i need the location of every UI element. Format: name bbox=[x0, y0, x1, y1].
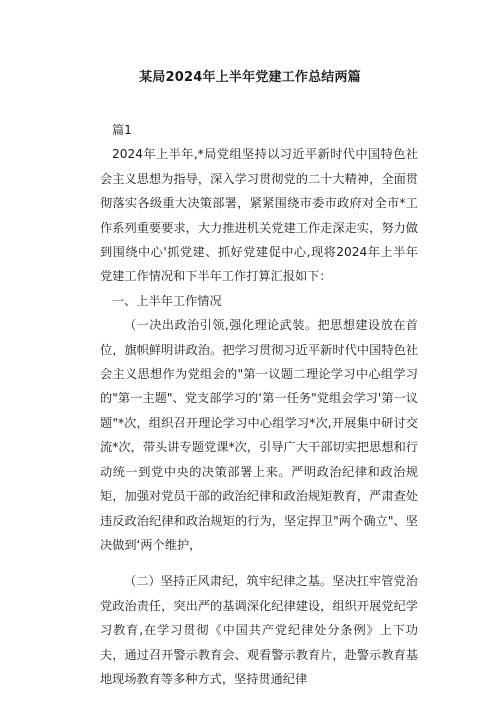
paragraph-discipline: （二）坚持正风肃纪，筑牢纪律之基。坚决扛牢管党治党政治责任，突出严的基调深化纪律建设，组织开展党纪学习教育,在学习贯彻《中国共产党纪律处分条例》上下功夫，通过召开警示教育会、观看警示教育片，赴警示教育基地现场教育等多种方式，坚持贯通纪律 bbox=[100, 574, 418, 686]
paragraph-political-guidance: （一决出政治引领,强化理论武装。把思想建设放在首位，旗帜鲜明讲政治。把学习贯彻习近平新时代中国特色社会主义思想作为党组会的"第一议题二理论学习中心组学习的"第一主题"、党支部学习的‘第一任务"党组会学习'第一议题"*次，组织召开理论学习中心组学习*次,开展集中研讨交流*次，带头讲专题党课*次，引导广大干部切实把思想和行动统一到党中央的决策部署上来。严明政治纪律和政治规矩，加强对党员干部的政治纪律和政治规矩教育，严肃查处违反政治纪律和政治规矩的行为，坚定捍卫"两个确立"、坚决做到‘两个维护， bbox=[100, 318, 418, 552]
section-label: 篇1 bbox=[112, 123, 132, 137]
heading-first-half-work: 一、上半年工作情况 bbox=[112, 293, 222, 308]
document-title: 某局2024年上半年党建工作总结两篇 bbox=[139, 70, 361, 85]
document-body bbox=[100, 118, 418, 691]
paragraph-intro: 2024年上半年,*局党组坚持以习近平新时代中国特色社会主义思想为指导，深入学习贯彻党的二十大精神，全面贯彻落实各级重大决策部署，紧紧围绕市委市政府对全市*工作系列重要要求，大力推进机关党建工作走深走实，努力做到围绕中心'抓党建、抓好党建促中心,现将2024年上半年党建工作情况和下半年工作打算汇报如下： bbox=[100, 147, 418, 284]
